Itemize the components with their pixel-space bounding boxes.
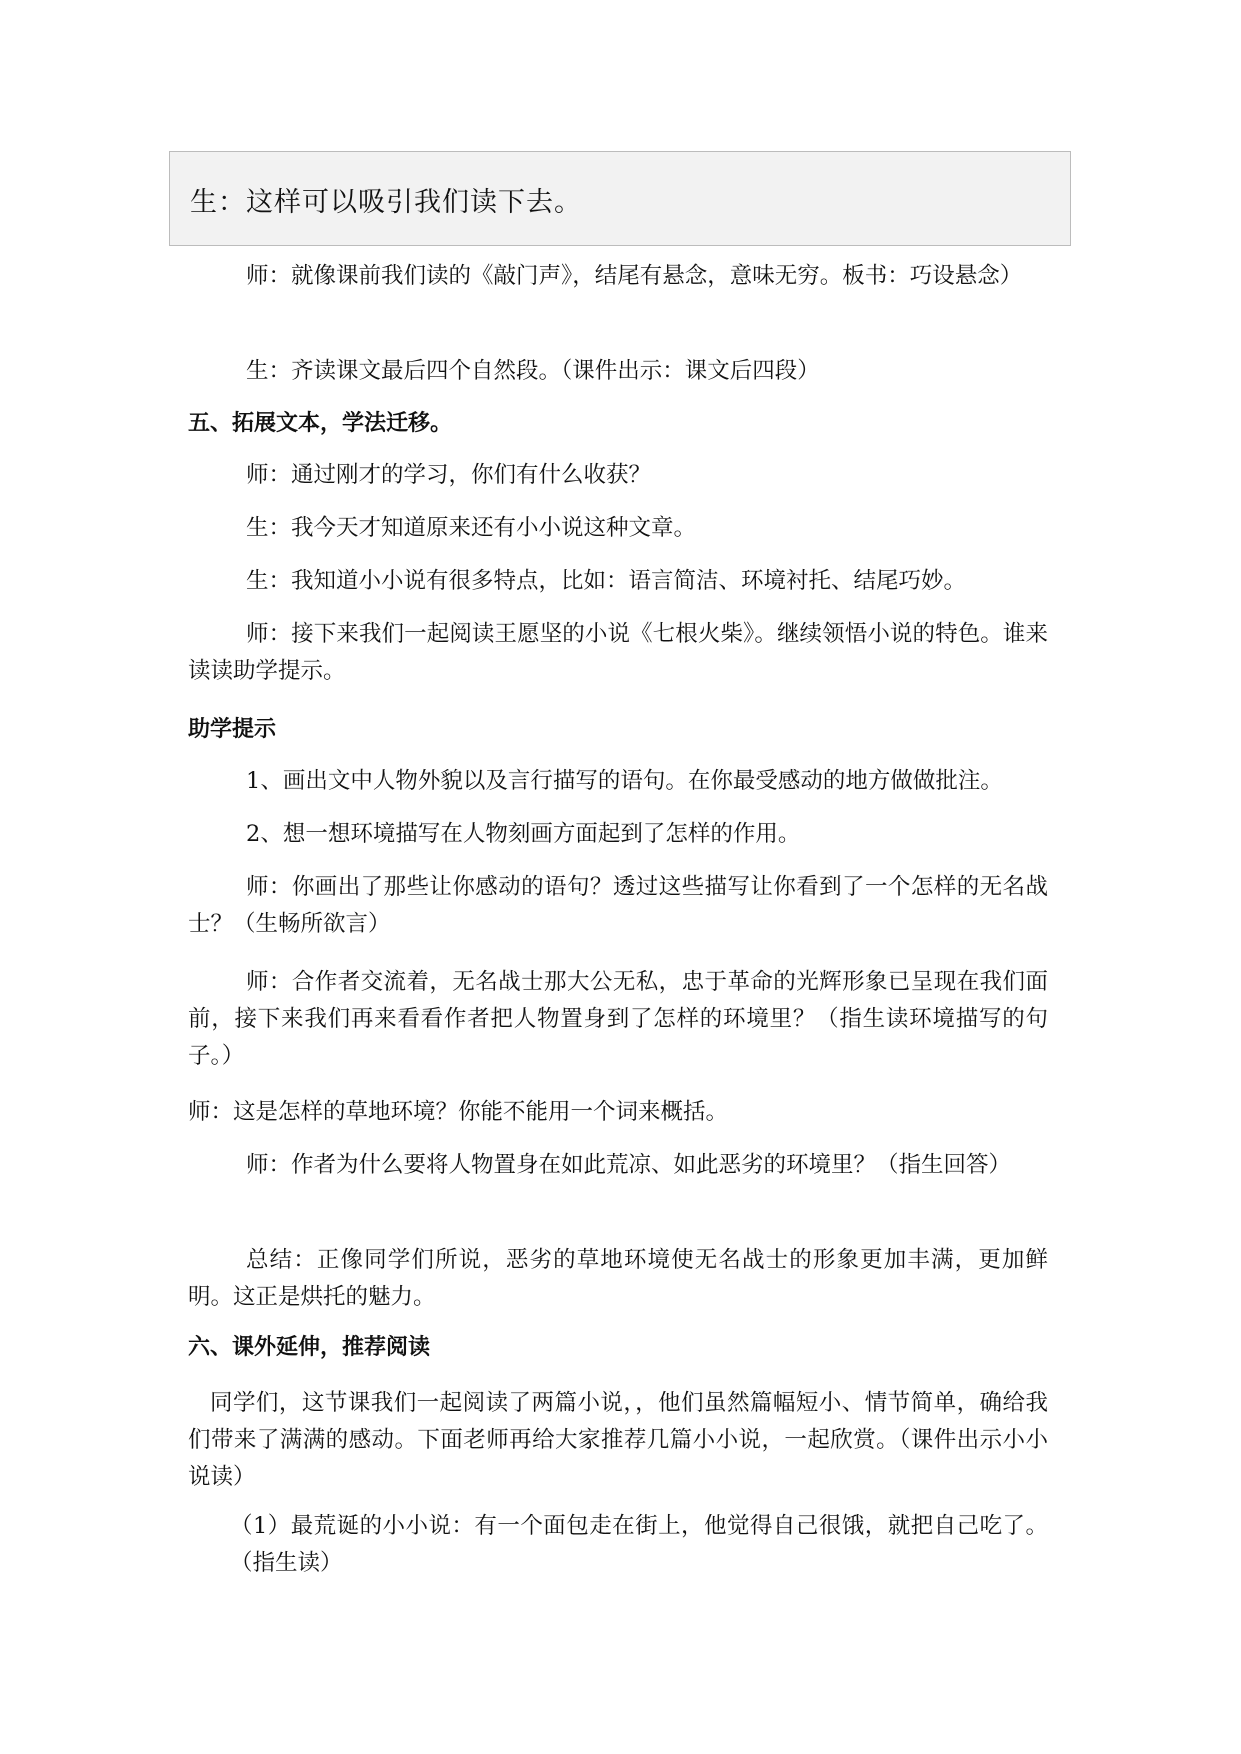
paragraph: 生：齐读课文最后四个自然段。（课件出示：课文后四段） [246,358,820,384]
paragraph: 同学们，这节课我们一起阅读了两篇小说，，他们虽然篇幅短小、情节简单，确给我们带来了满满的感动。下面老师再给大家推荐几篇小小说，一起欣赏。（课件出示小小说读） [188,1390,1048,1490]
section-heading: 五、拓展文本，学法迁移。 [188,411,453,436]
quote-box-text: 生：这样可以吸引我们读下去。 [190,187,582,218]
list-item: 1、画出文中人物外貌以及言行描写的语句。在你最受感动的地方做做批注。 [246,768,1003,794]
paragraph: 师：通过刚才的学习，你们有什么收获？ [246,462,652,488]
subheading: 助学提示 [188,717,277,742]
paragraph: 师：这是怎样的草地环境？你能不能用一个词来概括。 [188,1099,729,1125]
quote-box [169,151,1071,246]
paragraph: 师：就像课前我们读的《敲门声》，结尾有悬念，意味无穷。板书：巧设悬念） [246,263,1023,289]
paragraph: 生：我今天才知道原来还有小小说这种文章。 [246,515,697,541]
paragraph: 总结：正像同学们所说，恶劣的草地环境使无名战士的形象更加丰满，更加鲜明。这正是烘托的魅力。 [188,1247,1048,1310]
paragraph: 师：你画出了那些让你感动的语句？透过这些描写让你看到了一个怎样的无名战士？（生畅所欲言） [188,874,1048,937]
paragraph: 师：作者为什么要将人物置身在如此荒凉、如此恶劣的环境里？（指生回答） [246,1152,1012,1178]
list-item: 2、想一想环境描写在人物刻画方面起到了怎样的作用。 [246,821,801,847]
paragraph: 生：我知道小小说有很多特点，比如：语言简洁、环境衬托、结尾巧妙。 [246,568,967,594]
paragraph: 师：合作者交流着，无名战士那大公无私，忠于革命的光辉形象已呈现在我们面前，接下来我们再来看看作者把人物置身到了怎样的环境里？（指生读环境描写的句子。） [188,969,1048,1069]
paragraph: （1）最荒诞的小小说：有一个面包走在街上，他觉得自己很饿，就把自己吃了。（指生读） [230,1513,1048,1576]
paragraph: 师：接下来我们一起阅读王愿坚的小说《七根火柴》。继续领悟小说的特色。谁来读读助学提示。 [188,621,1048,684]
section-heading: 六、课外延伸，推荐阅读 [188,1335,431,1360]
